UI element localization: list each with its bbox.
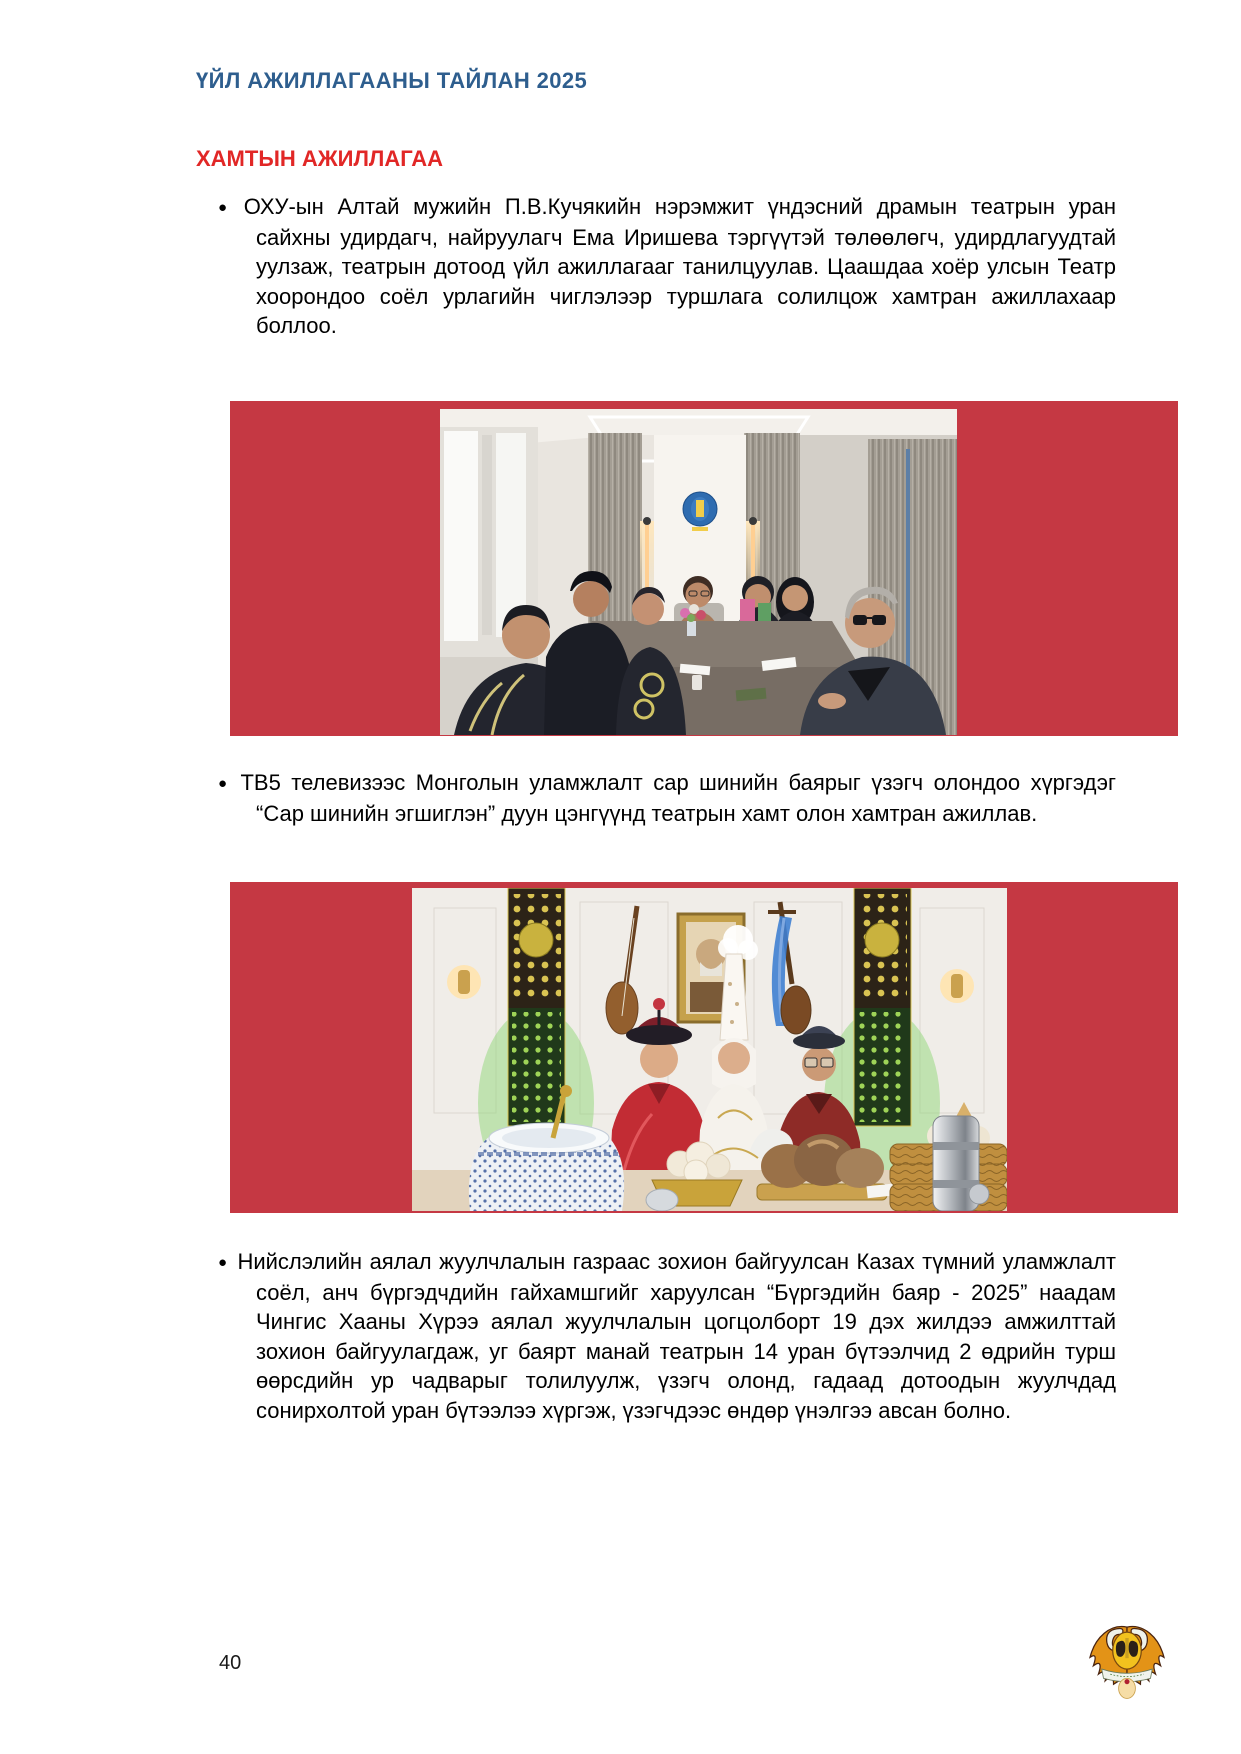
photo-frame-red <box>230 882 1178 1213</box>
bullet-item <box>218 768 1116 828</box>
wall-lamp-right <box>940 969 974 1003</box>
theatre-logo-emblem <box>1085 1617 1169 1701</box>
page-number: 40 <box>219 1652 242 1674</box>
wall-lamp-left <box>447 965 481 999</box>
bullet-marker-icon: ● <box>218 1254 229 1271</box>
section-heading: ХАМТЫН АЖИЛЛАГАА <box>196 146 444 171</box>
photo-frame-red <box>230 401 1178 736</box>
bullet-text: ОХУ-ын Алтай мужийн П.В.Кучякийн нэрэмжит үндэсний драмын театрын уран сайхны удирдагч, найруулагч Ема Иришева тэргүүтэй төлөөлөгч, удирдлагуудтай уулзаж, театрын дотоод үйл ажиллагааг танилцуулав. Цаашдаа хоёр улсын Театр хоорондоо соёл урлагийн чиглэлээр туршлага солилцож хамтран ажиллахаар боллоо. <box>243 194 1117 338</box>
meeting-photo <box>440 409 957 735</box>
bullet-text: ТВ5 телевизээс Монголын уламжлалт сар шинийн баярыг үзэгч олондоо хүргэдэг “Сар шинийн эгшиглэн” дуун цэнгүүнд театрын хамт олон хамтран ажиллав. <box>240 770 1116 826</box>
bullet-marker-icon: ● <box>218 199 235 216</box>
ceremony-photo <box>412 888 1007 1211</box>
bullet-item <box>218 192 1117 341</box>
ornate-banner-left <box>508 888 565 1126</box>
silver-bowl <box>646 1189 678 1211</box>
page-header-title: ҮЙЛ АЖИЛЛАГААНЫ ТАЙЛАН 2025 <box>196 68 588 93</box>
bullet-marker-icon: ● <box>218 775 232 792</box>
bullet-item <box>218 1247 1116 1425</box>
bullet-text: Нийслэлийн аялал жуулчлалын газраас зохион байгуулсан Казах түмний уламжлалт соёл, анч бүргэдчдийн гайхамшгийг харуулсан “Бүргэдийн баяр - 2025” наадам Чингис Хааны Хүрээ аялал жуулчлалын цогцолборт 19 дэх жилдээ амжилттай зохион байгуулагдаж, уг баярт манай театрын 14 уран бүтээлчид 2 өдрийн турш өөрсдийн ур чадварыг толилуулж, үзэгч олонд, гадаад дотоодын жуулчдад сонирхолтой уран бүтээлээ хүргэж, үзэгчдээс өндөр үнэлгээ авсан болно. <box>237 1249 1116 1423</box>
ornate-banner-right <box>854 888 911 1126</box>
